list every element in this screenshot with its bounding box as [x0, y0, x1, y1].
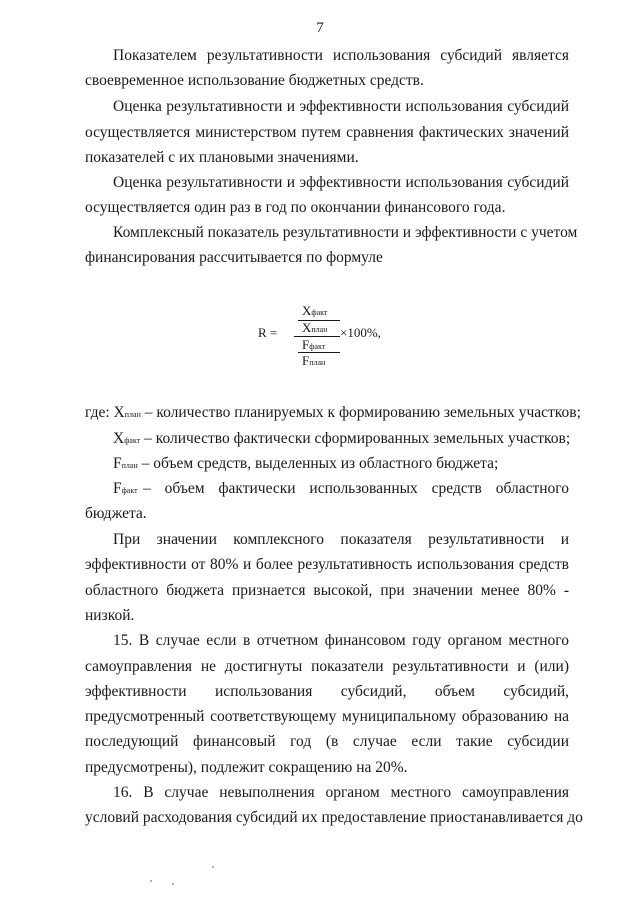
scan-speck — [212, 866, 214, 868]
paragraph-line: осуществляется министерством путем сравнения фактических значений — [85, 124, 569, 141]
paragraph-line: Оценка результативности и эффективности использования субсидий — [113, 174, 569, 191]
definition-continuation: бюджета. — [85, 505, 147, 522]
paragraph-line: условий расходования субсидий их предоставление приостанавливается до — [85, 809, 583, 826]
paragraph-line: Комплексный показатель результативности и эффективности с учетом — [113, 224, 578, 241]
paragraph-line: низкой. — [85, 607, 135, 624]
formula-lhs: R = — [258, 325, 278, 340]
formula-x-plan: Хплан — [302, 320, 328, 335]
paragraph-line: показателей с их плановыми значениями. — [85, 149, 359, 166]
scan-speck — [172, 883, 174, 885]
definition-gde: где: Хплан – количество планируемых к формированию земельных участков; — [85, 404, 581, 421]
formula-x-fact: Хфакт — [302, 303, 328, 318]
formula-f-fact: Fфакт — [302, 337, 326, 352]
definition-f-fact: Fфакт – объем фактически использованных средств областного — [113, 480, 569, 497]
page-number: 7 — [316, 20, 324, 36]
paragraph-line: самоуправления не достигнуты показатели результативности и (или) — [85, 658, 569, 675]
paragraph-line: последующий финансовый год (в случае если такие субсидии — [85, 733, 569, 750]
paragraph-line: При значении комплексного показателя результативности и — [113, 531, 569, 548]
formula-times: ×100%, — [340, 325, 381, 340]
paragraph-line: предусмотрены), подлежит сокращению на 20%. — [85, 759, 408, 776]
formula-f-plan: Fплан — [302, 353, 326, 368]
paragraph-line: эффективности от 80% и более результативность использования средств — [85, 556, 569, 573]
paragraph-line: 15. В случае если в отчетном финансовом году органом местного — [113, 632, 569, 649]
paragraph-line: Оценка результативности и эффективности использования субсидий — [113, 98, 569, 115]
definition-x-fact: Хфакт – количество фактически сформированных земельных участков; — [113, 430, 571, 447]
scan-speck — [150, 880, 152, 882]
paragraph-line: своевременное использование бюджетных средств. — [85, 72, 424, 89]
paragraph-line: осуществляется один раз в год по окончании финансового года. — [85, 199, 506, 216]
definition-f-plan: Fплан – объем средств, выделенных из областного бюджета; — [113, 455, 499, 472]
paragraph-line: предусмотренный соответствующему муниципальному образованию на — [85, 708, 569, 725]
paragraph-line: 16. В случае невыполнения органом местного самоуправления — [113, 784, 569, 801]
main-fraction-bar — [294, 336, 340, 337]
paragraph-line: финансирования рассчитывается по формуле — [85, 249, 383, 266]
paragraph-line: областного бюджета признается высокой, при значении менее 80% - — [85, 582, 569, 599]
paragraph-line: эффективности использования субсидий, объем субсидий, — [85, 683, 569, 700]
paragraph-line: Показателем результативности использования субсидий является — [113, 47, 569, 64]
